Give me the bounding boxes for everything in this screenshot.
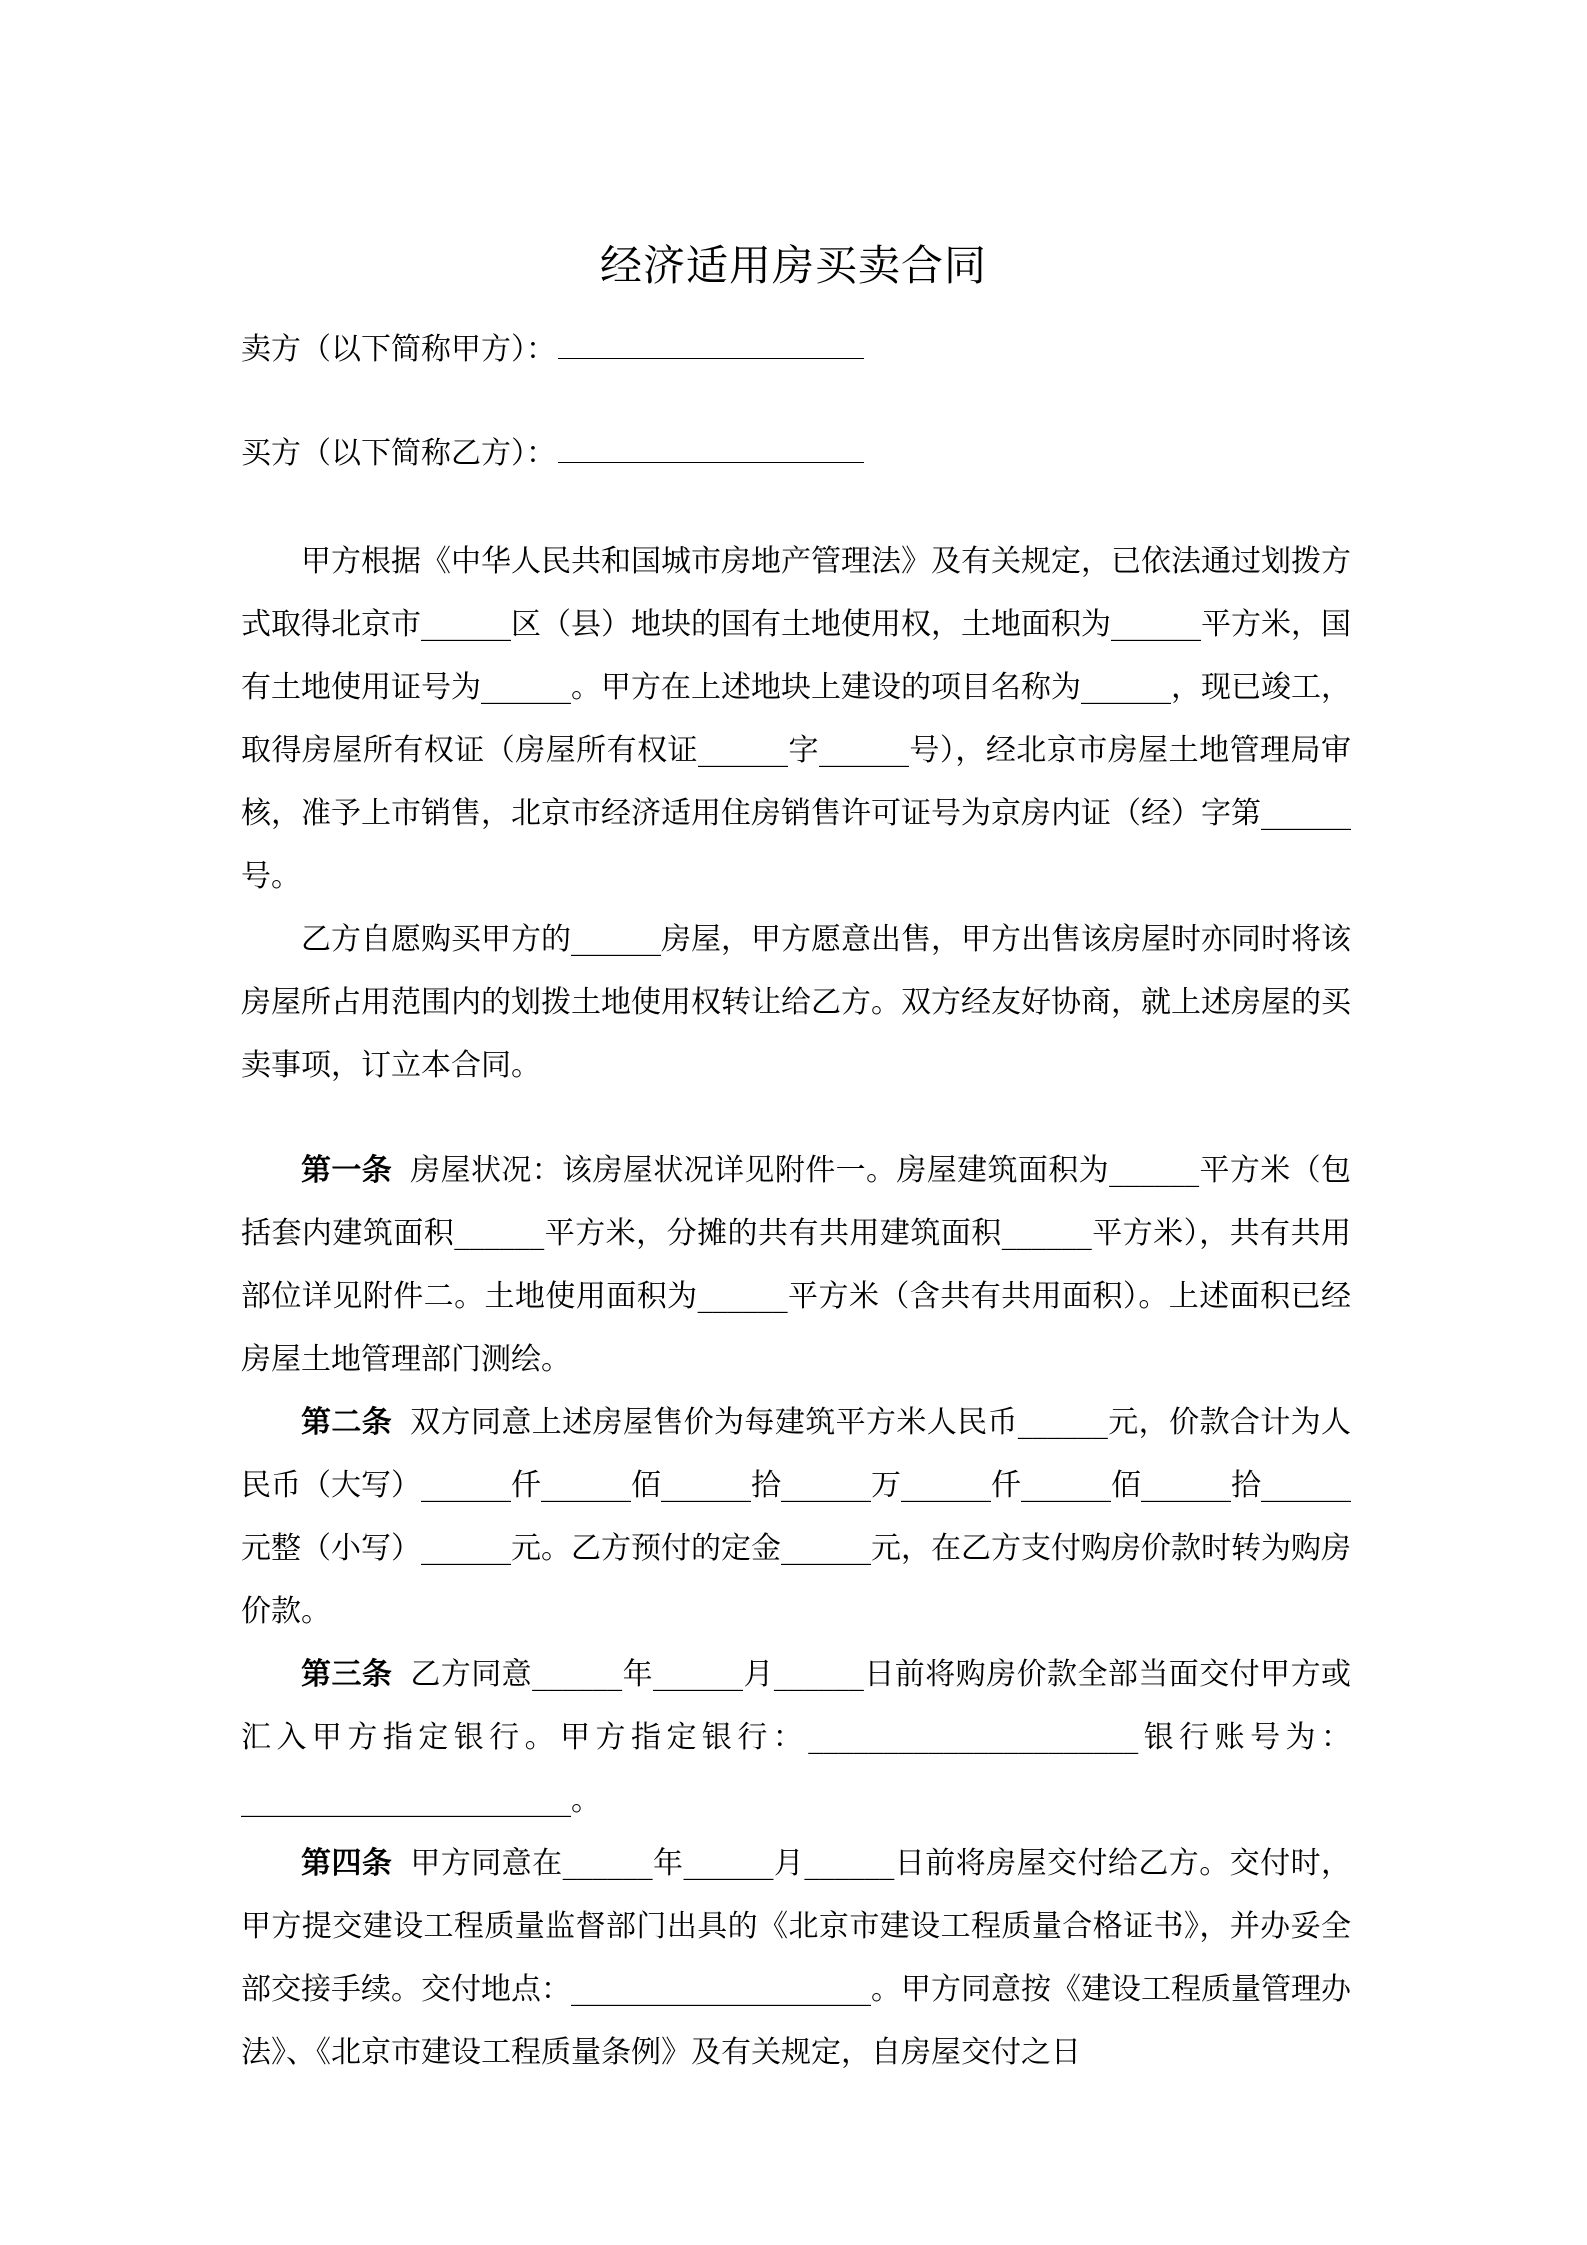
article-2 <box>241 1391 1351 1643</box>
preamble-paragraph-1: 甲方根据《中华人民共和国城市房地产管理法》及有关规定，已依法通过划拨方式取得北京市______区（县）地块的国有土地使用权，土地面积为______平方米，国有土地使用证号为______。甲方在上述地块上建设的项目名称为______，现已竣工，取得房屋所有权证（房屋所有权证______字______号），经北京市房屋土地管理局审核，准予上市销售，北京市经济适用住房销售许可证号为京房内证（经）字第______号。 <box>241 544 1351 894</box>
article-1-text: 房屋状况：该房屋状况详见附件一。房屋建筑面积为______平方米（包括套内建筑面积______平方米，分摊的共有共用建筑面积______平方米），共有共用部位详见附件二。土地使用面积为______平方米（含共有共用面积）。上述面积已经房屋土地管理部门测绘。 <box>241 1153 1352 1377</box>
contract-body <box>241 530 1351 2084</box>
article-1-number: 第一条 <box>301 1153 393 1188</box>
seller-name-blank <box>558 328 864 359</box>
section-spacer <box>241 1097 1351 1139</box>
preamble-paragraph-2: 乙方自愿购买甲方的______房屋，甲方愿意出售，甲方出售该房屋时亦同时将该房屋所占用范围内的划拨土地使用权转让给乙方。双方经友好协商，就上述房屋的买卖事项，订立本合同。 <box>241 922 1351 1083</box>
article-3 <box>241 1643 1351 1832</box>
article-3-number: 第三条 <box>301 1657 393 1692</box>
article-2-text: 双方同意上述房屋售价为每建筑平方米人民币______元，价款合计为人民币（大写）______仟______佰______拾______万______仟______佰______拾______元整（小写）______元。乙方预付的定金______元，在乙方支付购房价款时转为购房价款。 <box>241 1405 1352 1629</box>
article-3-text: 乙方同意______年______月______日前将购房价款全部当面交付甲方或汇入甲方指定银行。甲方指定银行：______________________银行账号为：______________________。 <box>241 1657 1352 1818</box>
buyer-line <box>241 424 1351 484</box>
buyer-label: 买方（以下简称乙方）： <box>241 436 556 471</box>
article-1 <box>241 1139 1351 1391</box>
article-4-number: 第四条 <box>301 1846 393 1881</box>
seller-line <box>241 320 1351 380</box>
article-4-text: 甲方同意在______年______月______日前将房屋交付给乙方。交付时，甲方提交建设工程质量监督部门出具的《北京市建设工程质量合格证书》，并办妥全部交接手续。交付地点：____________________。甲方同意按《建设工程质量管理办法》、《北京市建设工程质量条例》及有关规定，自房屋交付之日 <box>241 1846 1352 2070</box>
article-4 <box>241 1832 1351 2084</box>
seller-label: 卖方（以下简称甲方）： <box>241 332 556 367</box>
buyer-name-blank <box>558 432 864 463</box>
document-title: 经济适用房买卖合同 <box>599 241 987 290</box>
article-2-number: 第二条 <box>301 1405 393 1440</box>
